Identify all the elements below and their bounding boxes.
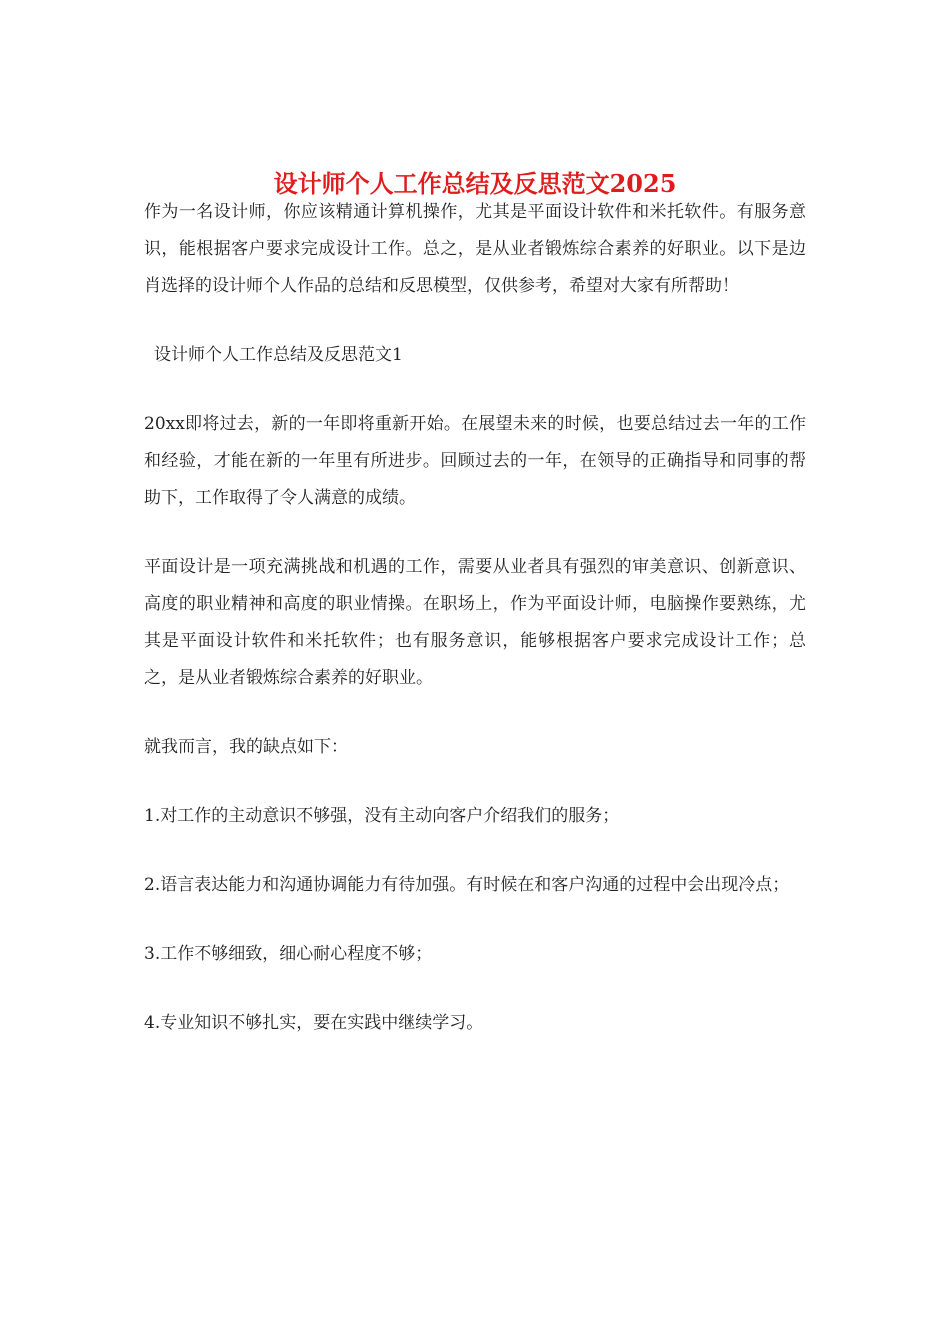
spacer: [144, 973, 806, 1005]
list-item: 2.语言表达能力和沟通协调能力有待加强。有时候在和客户沟通的过程中会出现冷点；: [144, 875, 790, 895]
document-body: [144, 194, 806, 1042]
body-paragraph: 平面设计是一项充满挑战和机遇的工作，需要从业者具有强烈的审美意识、创新意识、高度的职业精神和高度的职业情操。在职场上，作为平面设计师，电脑操作要熟练，尤其是平面设计软件和米托软件；也有服务意识，能够根据客户要求完成设计工作；总之，是从业者锻炼综合素养的好职业。: [144, 557, 806, 688]
spacer: [144, 374, 806, 406]
list-item: 1.对工作的主动意识不够强，没有主动向客户介绍我们的服务；: [144, 806, 620, 826]
spacer: [144, 766, 806, 798]
section-heading: 设计师个人工作总结及反思范文1: [154, 345, 403, 365]
spacer: [144, 697, 806, 729]
body-paragraph: 就我而言，我的缺点如下：: [144, 737, 348, 757]
list-item: 3.工作不够细致，细心耐心程度不够；: [144, 944, 433, 964]
body-paragraph: 20xx即将过去，新的一年即将重新开始。在展望未来的时候，也要总结过去一年的工作和经验，才能在新的一年里有所进步。回顾过去的一年，在领导的正确指导和同事的帮助下，工作取得了令人满意的成绩。: [144, 414, 806, 508]
list-item: 4.专业知识不够扎实，要在实践中继续学习。: [144, 1013, 484, 1033]
document-title: 设计师个人工作总结及反思范文2025: [273, 169, 677, 199]
spacer: [144, 904, 806, 936]
intro-paragraph: 作为一名设计师，你应该精通计算机操作，尤其是平面设计软件和米托软件。有服务意识，能根据客户要求完成设计工作。总之，是从业者锻炼综合素养的好职业。以下是边肖选择的设计师个人作品的总结和反思模型，仅供参考，希望对大家有所帮助！: [144, 202, 806, 296]
spacer: [144, 305, 806, 337]
spacer: [144, 517, 806, 549]
spacer: [144, 835, 806, 867]
